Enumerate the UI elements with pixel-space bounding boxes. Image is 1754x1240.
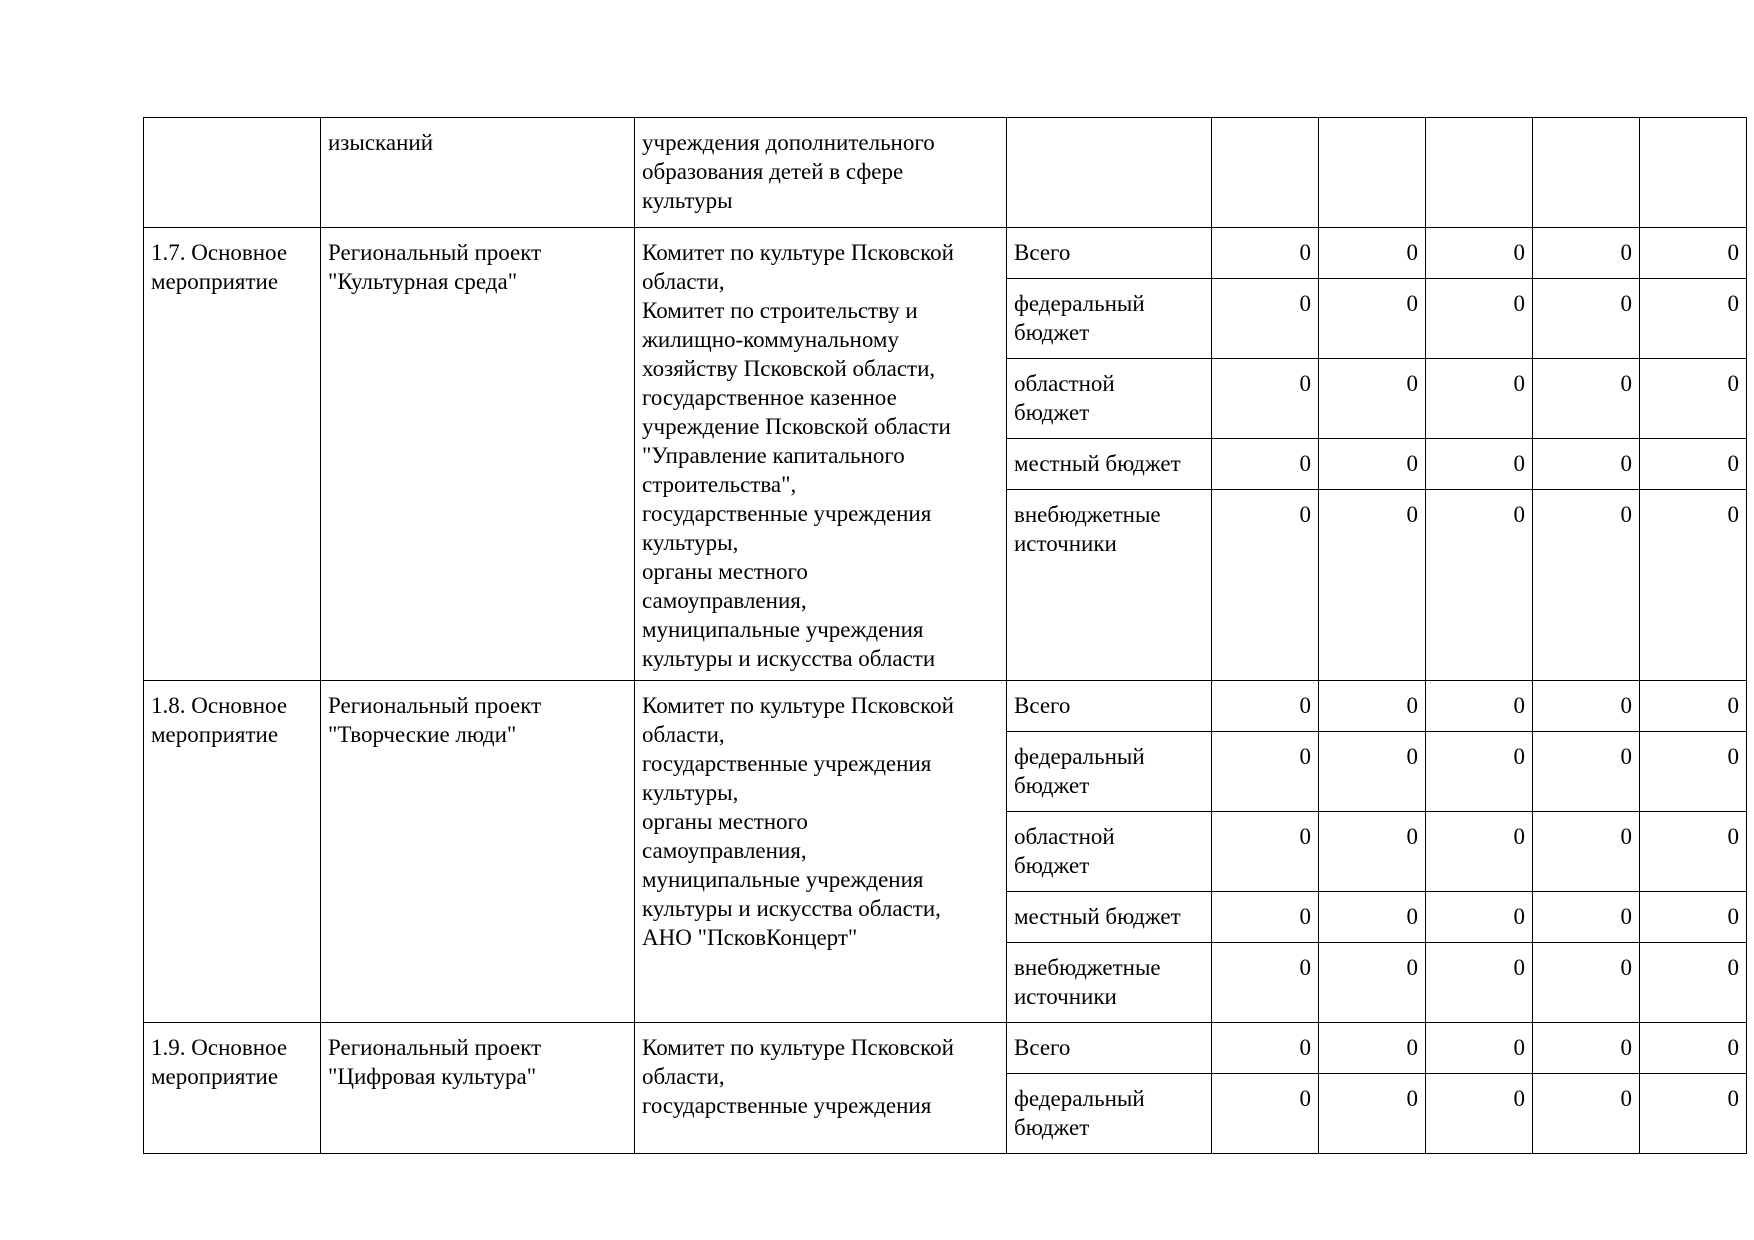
- amount-cell: 0: [1212, 359, 1319, 439]
- funding-source-cell: [1007, 279, 1212, 359]
- funding-source-cell: [1007, 359, 1212, 439]
- amount-cell: 0: [1319, 1023, 1426, 1074]
- funding-source-cell: [1007, 228, 1212, 279]
- amount-cell: 0: [1533, 1023, 1640, 1074]
- amount-cell: 0: [1212, 943, 1319, 1023]
- amount-cell: 0: [1319, 681, 1426, 732]
- amount-cell: 0: [1426, 359, 1533, 439]
- funding-source-cell: [1007, 1074, 1212, 1154]
- measure-cell: [144, 228, 321, 681]
- amount-cell: 0: [1533, 439, 1640, 490]
- funding-source-cell: [1007, 943, 1212, 1023]
- amount-cell: 0: [1426, 1074, 1533, 1154]
- project-text: Региональный проект "Творческие люди": [328, 693, 542, 747]
- amount-cell: 0: [1426, 732, 1533, 812]
- project-text: изысканий: [328, 130, 434, 155]
- amount-cell: 0: [1533, 892, 1640, 943]
- funding-source-text: Всего: [1014, 240, 1071, 265]
- amount-cell: 0: [1426, 228, 1533, 279]
- amount-cell: 0: [1319, 892, 1426, 943]
- amount-cell: 0: [1212, 812, 1319, 892]
- funding-source-text: местный бюджет: [1014, 904, 1181, 929]
- amount-cell: 0: [1533, 943, 1640, 1023]
- amount-cell: 0: [1212, 892, 1319, 943]
- amount-cell: 0: [1640, 490, 1747, 681]
- value-cell-empty: [1640, 118, 1747, 228]
- project-text: Региональный проект "Культурная среда": [328, 240, 542, 294]
- amount-cell: 0: [1319, 732, 1426, 812]
- amount-cell: 0: [1533, 812, 1640, 892]
- amount-cell: 0: [1212, 732, 1319, 812]
- measure-text: 1.9. Основное мероприятие: [151, 1035, 288, 1089]
- amount-cell: 0: [1319, 228, 1426, 279]
- funding-source-cell: [1007, 681, 1212, 732]
- amount-cell: 0: [1426, 681, 1533, 732]
- measure-text: 1.8. Основное мероприятие: [151, 693, 288, 747]
- amount-cell: 0: [1640, 732, 1747, 812]
- amount-cell: 0: [1426, 439, 1533, 490]
- funding-source-text: областной бюджет: [1014, 371, 1115, 425]
- executors-text: учреждения дополнительного образования детей в сфере культуры: [642, 130, 935, 213]
- funding-source-text: федеральный бюджет: [1014, 291, 1145, 345]
- funding-source-text: внебюджетные источники: [1014, 502, 1161, 556]
- table-row: [144, 1023, 1747, 1074]
- measure-text: 1.7. Основное мероприятие: [151, 240, 288, 294]
- amount-cell: 0: [1640, 812, 1747, 892]
- funding-source-cell: [1007, 732, 1212, 812]
- amount-cell: 0: [1212, 681, 1319, 732]
- project-cell: [321, 118, 635, 228]
- executors-cell: [635, 118, 1007, 228]
- funding-source-cell: [1007, 490, 1212, 681]
- amount-cell: 0: [1640, 279, 1747, 359]
- funding-source-cell: [1007, 439, 1212, 490]
- executors-text: Комитет по культуре Псковской области, государственные учреждения: [642, 1035, 954, 1118]
- funding-source-text: федеральный бюджет: [1014, 1086, 1145, 1140]
- amount-cell: 0: [1533, 732, 1640, 812]
- amount-cell: 0: [1640, 943, 1747, 1023]
- amount-cell: 0: [1426, 812, 1533, 892]
- executors-cell: [635, 1023, 1007, 1154]
- funding-source-cell: [1007, 892, 1212, 943]
- table-row: [144, 228, 1747, 279]
- amount-cell: 0: [1640, 439, 1747, 490]
- funding-source-text: Всего: [1014, 693, 1071, 718]
- project-cell: [321, 681, 635, 1023]
- amount-cell: 0: [1533, 359, 1640, 439]
- amount-cell: 0: [1319, 439, 1426, 490]
- amount-cell: 0: [1319, 1074, 1426, 1154]
- amount-cell: 0: [1640, 359, 1747, 439]
- amount-cell: 0: [1640, 1023, 1747, 1074]
- amount-cell: 0: [1426, 279, 1533, 359]
- amount-cell: 0: [1426, 490, 1533, 681]
- measure-cell: [144, 1023, 321, 1154]
- amount-cell: 0: [1319, 359, 1426, 439]
- funding-source-text: местный бюджет: [1014, 451, 1181, 476]
- amount-cell: 0: [1319, 279, 1426, 359]
- amount-cell: 0: [1640, 228, 1747, 279]
- amount-cell: 0: [1212, 490, 1319, 681]
- project-text: Региональный проект "Цифровая культура": [328, 1035, 542, 1089]
- amount-cell: 0: [1426, 892, 1533, 943]
- source-cell-empty: [1007, 118, 1212, 228]
- value-cell-empty: [1533, 118, 1640, 228]
- value-cell-empty: [1212, 118, 1319, 228]
- executors-cell: [635, 681, 1007, 1023]
- table-row: [144, 681, 1747, 732]
- amount-cell: 0: [1212, 1023, 1319, 1074]
- value-cell-empty: [1426, 118, 1533, 228]
- table-row-continued: [144, 118, 1747, 228]
- amount-cell: 0: [1640, 892, 1747, 943]
- funding-source-text: внебюджетные источники: [1014, 955, 1161, 1009]
- amount-cell: 0: [1533, 1074, 1640, 1154]
- program-funding-table: [143, 117, 1747, 1154]
- measure-cell-empty: [144, 118, 321, 228]
- amount-cell: 0: [1319, 943, 1426, 1023]
- executors-cell: [635, 228, 1007, 681]
- funding-source-cell: [1007, 812, 1212, 892]
- amount-cell: 0: [1212, 228, 1319, 279]
- amount-cell: 0: [1533, 490, 1640, 681]
- measure-cell: [144, 681, 321, 1023]
- value-cell-empty: [1319, 118, 1426, 228]
- amount-cell: 0: [1533, 228, 1640, 279]
- funding-source-cell: [1007, 1023, 1212, 1074]
- project-cell: [321, 1023, 635, 1154]
- amount-cell: 0: [1426, 1023, 1533, 1074]
- amount-cell: 0: [1533, 681, 1640, 732]
- amount-cell: 0: [1319, 490, 1426, 681]
- funding-source-text: областной бюджет: [1014, 824, 1115, 878]
- executors-text: Комитет по культуре Псковской области, государственные учреждения культуры, органы местного самоуправления, муниципальные учреждения культуры и искусства области, АНО "ПсковКонцерт": [642, 693, 954, 950]
- amount-cell: 0: [1319, 812, 1426, 892]
- table-body: [144, 118, 1747, 1154]
- amount-cell: 0: [1640, 681, 1747, 732]
- project-cell: [321, 228, 635, 681]
- amount-cell: 0: [1212, 1074, 1319, 1154]
- amount-cell: 0: [1533, 279, 1640, 359]
- amount-cell: 0: [1212, 279, 1319, 359]
- amount-cell: 0: [1426, 943, 1533, 1023]
- funding-source-text: Всего: [1014, 1035, 1071, 1060]
- funding-source-text: федеральный бюджет: [1014, 744, 1145, 798]
- executors-text: Комитет по культуре Псковской области, Комитет по строительству и жилищно-коммунальному хозяйству Псковской области, государственное казенное учреждение Псковской области "Управление капитального строительства", государственные учреждения культуры, органы местного самоуправления, муниципальные учреждения культуры и искусства области: [642, 240, 954, 671]
- amount-cell: 0: [1640, 1074, 1747, 1154]
- amount-cell: 0: [1212, 439, 1319, 490]
